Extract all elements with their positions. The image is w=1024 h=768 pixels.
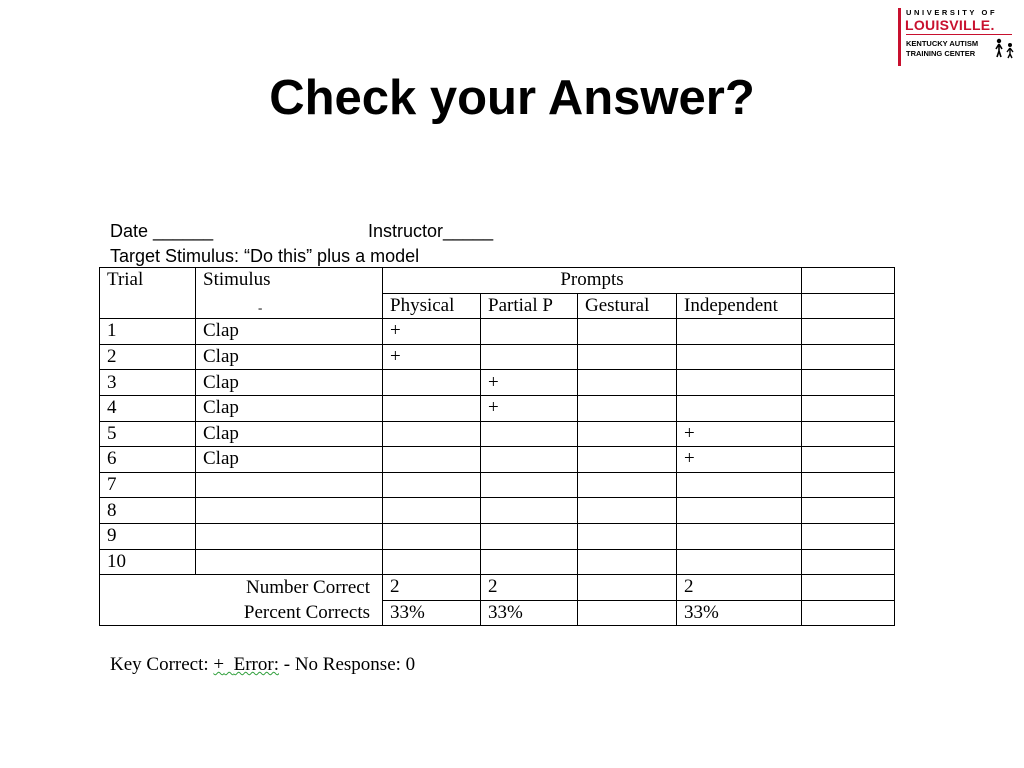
table-row: [100, 344, 895, 370]
university-logo: [898, 6, 1020, 68]
percent-correct-gestural: [578, 600, 677, 626]
cell-physical: [383, 472, 481, 498]
cell-gestural: [578, 498, 677, 524]
cell-gestural: [578, 549, 677, 575]
cell-independent: [677, 370, 802, 396]
cell-gestural: [578, 421, 677, 447]
cell-stimulus: [196, 472, 383, 498]
key-correct-label: Key Correct:: [110, 654, 209, 675]
header-physical: Physical: [383, 293, 481, 319]
cell-independent: +: [677, 421, 802, 447]
number-correct-partial: 2: [481, 575, 578, 601]
cell-trial: 8: [100, 498, 196, 524]
cell-gestural: [578, 344, 677, 370]
cell-partial: [481, 472, 578, 498]
cell-partial: [481, 421, 578, 447]
cell-stimulus: Clap: [196, 395, 383, 421]
number-correct-row: [100, 575, 895, 601]
key-plus: +: [213, 654, 225, 675]
data-sheet-table: [99, 267, 895, 626]
cell-partial: +: [481, 370, 578, 396]
percent-correct-partial: 33%: [481, 600, 578, 626]
header-stimulus: [196, 268, 383, 319]
cell-trial: 1: [100, 319, 196, 345]
header-gestural: Gestural: [578, 293, 677, 319]
cell-extra: [802, 421, 895, 447]
cell-independent: [677, 319, 802, 345]
stimulus-mark: -: [258, 300, 263, 315]
cell-independent: [677, 472, 802, 498]
logo-bar: [898, 8, 901, 66]
cell-trial: 2: [100, 344, 196, 370]
table-row: [100, 447, 895, 473]
header-prompts: Prompts: [383, 268, 802, 294]
percent-correct-independent: 33%: [677, 600, 802, 626]
logo-rule: [906, 34, 1012, 35]
cell-gestural: [578, 319, 677, 345]
cell-gestural: [578, 395, 677, 421]
cell-extra: [802, 370, 895, 396]
logo-louisville: LOUISVILLE.: [905, 17, 995, 33]
cell-physical: +: [383, 319, 481, 345]
number-correct-independent: 2: [677, 575, 802, 601]
cell-trial: 10: [100, 549, 196, 575]
cell-partial: [481, 344, 578, 370]
cell-independent: [677, 498, 802, 524]
table-row: [100, 370, 895, 396]
logo-training-center: TRAINING CENTER: [906, 49, 976, 58]
cell-extra: [802, 447, 895, 473]
cell-trial: 9: [100, 523, 196, 549]
cell-extra: [802, 498, 895, 524]
header-stimulus-label: Stimulus: [203, 269, 271, 290]
percent-correct-extra: [802, 600, 895, 626]
cell-independent: [677, 523, 802, 549]
cell-partial: [481, 523, 578, 549]
cell-extra: [802, 344, 895, 370]
cell-extra: [802, 549, 895, 575]
target-stimulus: Target Stimulus: “Do this” plus a model: [110, 246, 420, 266]
cell-physical: [383, 498, 481, 524]
figures-icon: [993, 36, 1017, 60]
cell-physical: [383, 549, 481, 575]
key-plus-error: [213, 654, 279, 675]
cell-physical: [383, 421, 481, 447]
cell-trial: 4: [100, 395, 196, 421]
key-error-rest: - No Response: 0: [279, 654, 416, 675]
header-extra: [802, 268, 895, 294]
cell-independent: [677, 344, 802, 370]
cell-stimulus: Clap: [196, 421, 383, 447]
cell-trial: 5: [100, 421, 196, 447]
cell-partial: [481, 319, 578, 345]
header-partial: Partial P: [481, 293, 578, 319]
cell-extra: [802, 472, 895, 498]
percent-correct-label: Percent Corrects: [100, 600, 383, 626]
number-correct-gestural: [578, 575, 677, 601]
instructor-label: Instructor_____: [368, 221, 494, 241]
cell-stimulus: [196, 498, 383, 524]
cell-trial: 6: [100, 447, 196, 473]
cell-stimulus: Clap: [196, 447, 383, 473]
logo-kentucky-autism: KENTUCKY AUTISM: [906, 39, 979, 48]
header-extra-2: [802, 293, 895, 319]
cell-stimulus: [196, 549, 383, 575]
key-error-label: Error:: [233, 654, 279, 675]
cell-physical: +: [383, 344, 481, 370]
cell-gestural: [578, 370, 677, 396]
table-row: [100, 421, 895, 447]
logo-university-of: UNIVERSITY OF: [906, 8, 998, 17]
cell-independent: [677, 395, 802, 421]
cell-physical: [383, 395, 481, 421]
header-trial: Trial: [100, 268, 196, 319]
cell-extra: [802, 319, 895, 345]
number-correct-label: Number Correct: [100, 575, 383, 601]
cell-gestural: [578, 523, 677, 549]
table-row: [100, 498, 895, 524]
key-legend: [110, 654, 415, 676]
cell-stimulus: Clap: [196, 344, 383, 370]
percent-correct-physical: 33%: [383, 600, 481, 626]
cell-trial: 3: [100, 370, 196, 396]
cell-partial: +: [481, 395, 578, 421]
date-label: Date ______: [110, 221, 214, 241]
cell-physical: [383, 523, 481, 549]
table-row: [100, 319, 895, 345]
cell-partial: [481, 447, 578, 473]
table-row: [100, 549, 895, 575]
cell-gestural: [578, 447, 677, 473]
cell-partial: [481, 549, 578, 575]
cell-stimulus: Clap: [196, 319, 383, 345]
trial-rows: [100, 319, 895, 575]
cell-independent: [677, 549, 802, 575]
cell-extra: [802, 523, 895, 549]
number-correct-physical: 2: [383, 575, 481, 601]
table-row: [100, 523, 895, 549]
cell-physical: [383, 447, 481, 473]
table-row: [100, 472, 895, 498]
cell-independent: +: [677, 447, 802, 473]
cell-stimulus: [196, 523, 383, 549]
number-correct-extra: [802, 575, 895, 601]
cell-partial: [481, 498, 578, 524]
cell-trial: 7: [100, 472, 196, 498]
percent-correct-row: [100, 600, 895, 626]
table-row: [100, 395, 895, 421]
slide-title: Check your Answer?: [269, 71, 755, 125]
cell-extra: [802, 395, 895, 421]
header-independent: Independent: [677, 293, 802, 319]
cell-physical: [383, 370, 481, 396]
cell-gestural: [578, 472, 677, 498]
cell-stimulus: Clap: [196, 370, 383, 396]
header-row: [100, 268, 895, 294]
